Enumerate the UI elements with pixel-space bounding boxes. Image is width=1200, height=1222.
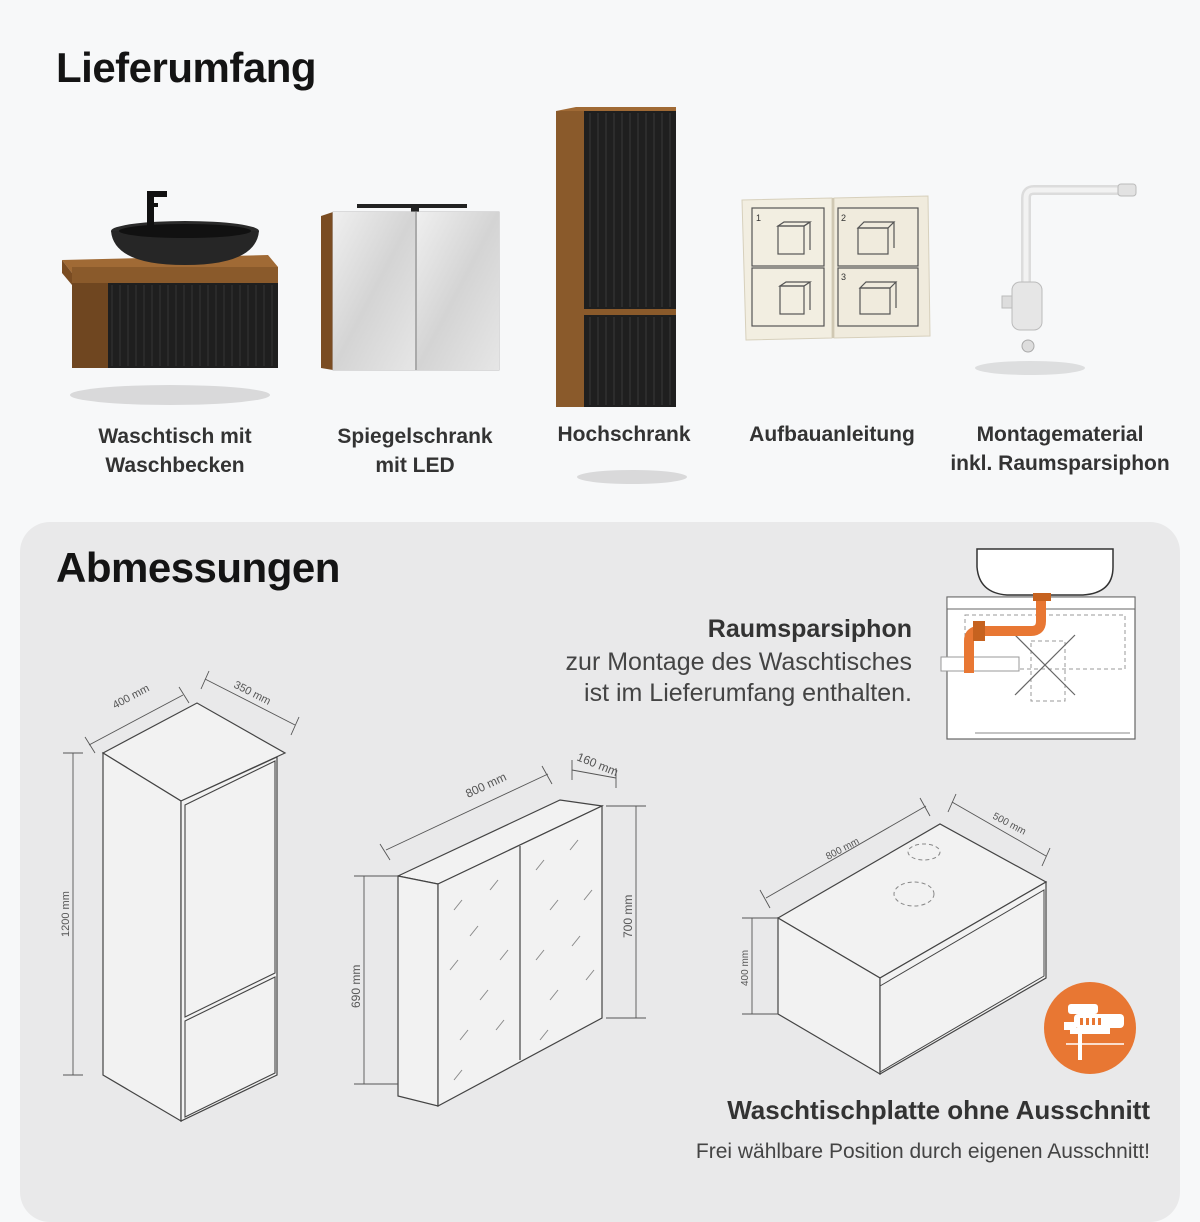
manual-step-1: 1 <box>756 213 762 223</box>
mirror-height-label: 700 mm <box>621 894 635 938</box>
product-label-vanity-text: Waschtisch mit Waschbecken <box>98 425 252 477</box>
siphon-line-2: ist im Lieferumfang enthalten. <box>584 679 912 707</box>
tall-cabinet-drawing <box>55 665 305 1135</box>
manual-step-3: 3 <box>841 272 847 282</box>
siphon-title: Raumsparsiphon <box>707 615 912 643</box>
product-label-siphon-text: Montagematerial inkl. Raumsparsiphon <box>950 423 1170 475</box>
countertop-title: Waschtischplatte ohne Ausschnitt <box>727 1095 1150 1125</box>
mirror-side-height-label: 690 mm <box>349 964 363 1008</box>
product-label-siphon <box>950 420 1170 478</box>
tall-depth-label: 350 mm <box>231 678 273 708</box>
mirror-cabinet-image <box>315 198 505 378</box>
siphon-schematic <box>935 545 1150 745</box>
countertop-subtitle: Frei wählbare Position durch eigenen Ausschnitt! <box>695 1140 1150 1163</box>
product-label-manual: Aufbauanleitung <box>749 423 915 446</box>
mirror-width-label: 800 mm <box>463 769 509 801</box>
scope-title: Lieferumfang <box>56 44 317 91</box>
mirror-depth-label: 160 mm <box>574 749 621 780</box>
siphon-line-1: zur Montage des Waschtisches <box>565 648 912 676</box>
vanity-with-basin-image <box>50 185 290 415</box>
dims-title: Abmessungen <box>56 544 340 591</box>
jigsaw-icon <box>1044 982 1136 1074</box>
product-label-tall-cabinet: Hochschrank <box>557 423 691 446</box>
product-label-mirror-text: Spiegelschrank mit LED <box>337 425 493 477</box>
vanity-depth-label: 500 mm <box>990 810 1028 838</box>
tall-width-label: 400 mm <box>110 682 152 712</box>
vanity-drawing <box>730 790 1060 1080</box>
mirror-cabinet-drawing <box>350 740 650 1120</box>
vanity-width-label: 800 mm <box>824 835 862 863</box>
vanity-height-label: 400 mm <box>740 949 751 986</box>
tall-height-label: 1200 mm <box>60 891 72 937</box>
siphon-image <box>968 178 1148 388</box>
manual-step-2: 2 <box>841 213 847 223</box>
assembly-manual-image <box>738 192 938 352</box>
product-label-mirror <box>305 422 525 480</box>
product-label-vanity <box>65 422 285 480</box>
